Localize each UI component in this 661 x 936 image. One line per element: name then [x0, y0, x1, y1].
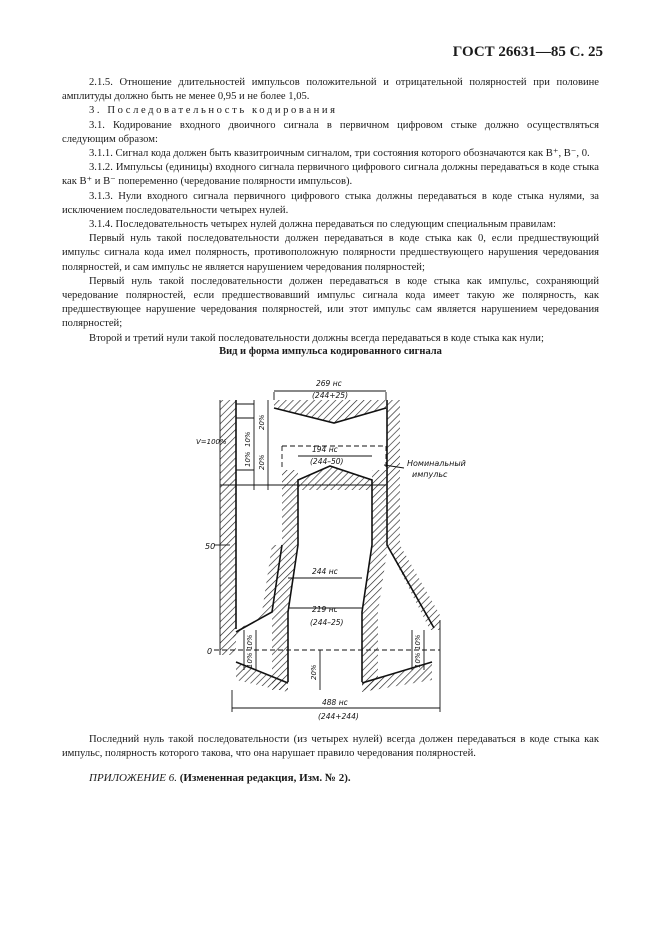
inner-width-calc: (244–50) [310, 457, 344, 466]
tolerance-label: 10% [246, 634, 254, 650]
nominal-width-label: 244 нс [312, 567, 338, 576]
outer-mask-right [387, 400, 440, 630]
paragraph: 3.1.3. Нули входного сигнала первичного цифрового стыка должны передаваться в коде стыка нулями, за исключением последовательности четырех нулей. [62, 190, 599, 216]
tolerance-label: 10% [244, 431, 252, 447]
paragraph: Второй и третий нули такой последовательности должны всегда передаваться в коде стыка как нули; [89, 332, 544, 344]
bottom-width-calc: (244–25) [310, 618, 344, 627]
bottom-width-label: 219 нс [312, 605, 338, 614]
paragraph: 3.1.1. Сигнал кода должен быть квазитроичным сигналом, три состояния которого обозначаются как B⁺, B⁻, 0. [89, 148, 590, 160]
tolerance-label: 10% [246, 652, 254, 668]
paragraph: 3.1.2. Импульсы (единицы) входного сигнала первичного цифрового сигнала должны передаваться в коде стыка как B⁺ и B⁻ попеременно (чередование полярности импульсов). [62, 162, 599, 188]
paragraph: 2.1.5. Отношение длительностей импульсов положительной и отрицательной полярностей при половине амплитуды должно быть не менее 0,95 и не более 1,05. [62, 77, 599, 103]
tolerance-label: 10% [244, 451, 252, 467]
paragraph: Первый нуль такой последовательности должен передаваться в коде стыка как 0, если предшествующий импульс сигнала кода имел полярность, противоположную полярности предшествующего нарушения чередования полярностей, и сам импульс не является нарушением чередования полярностей; [62, 233, 599, 273]
tolerance-label: 10% [414, 652, 422, 668]
page-header: ГОСТ 26631—85 С. 25 [452, 44, 603, 60]
base-width-label: 488 нс [322, 698, 348, 707]
tolerance-label: 20% [258, 454, 266, 470]
top-width-calc: (244+25) [312, 391, 348, 400]
nominal-label-2: импульс [412, 470, 448, 479]
inner-mask-right [362, 470, 388, 690]
level-half-label: 50 [205, 542, 216, 551]
inner-top-bump [298, 466, 372, 490]
nominal-label: Номинальный [407, 459, 466, 468]
baseline-undershoot [236, 662, 432, 692]
tolerance-label: 20% [258, 414, 266, 430]
appendix-note [89, 772, 351, 784]
level-full-label: V=100% [196, 438, 227, 446]
paragraph: 3.1.4. Последовательность четырех нулей должна передаваться по следующим специальным правилам: [89, 219, 556, 231]
section-heading: 3. Последовательность кодирования [89, 105, 338, 117]
paragraph: Первый нуль такой последовательности должен передаваться в коде стыка как импульс, сохраняющий чередование полярностей, если предшествовавший импульс сигнала кода имеет такую же полярность, как предшествующее нарушение чередования полярностей, или этот импульс сам является нарушением чередования полярностей; [62, 275, 599, 330]
paragraph: Последний нуль такой последовательности (из четырех нулей) всегда должен передаваться в коде стыка как импульс, полярность которого такова, что она нарушает правило чередования полярностей. [62, 734, 599, 760]
figure-title: Вид и форма импульса кодированного сигнала [219, 346, 442, 357]
inner-width-label: 194 нс [312, 445, 338, 454]
revision-note: (Измененная редакция, Изм. № 2). [179, 772, 351, 784]
top-width-label: 269 нс [316, 379, 342, 388]
appendix-label: ПРИЛОЖЕНИЕ 6. [89, 772, 177, 784]
upper-mask [274, 400, 386, 423]
paragraph: 3.1. Кодирование входного двоичного сигнала в первичном цифровом стыке должно осуществляться следующим образом: [62, 119, 599, 145]
tolerance-label: 20% [310, 664, 318, 680]
tolerance-label: 10% [414, 634, 422, 650]
level-zero-label: 0 [207, 647, 213, 656]
base-width-calc: (244+244) [318, 712, 359, 721]
closing-paragraph [62, 733, 599, 761]
